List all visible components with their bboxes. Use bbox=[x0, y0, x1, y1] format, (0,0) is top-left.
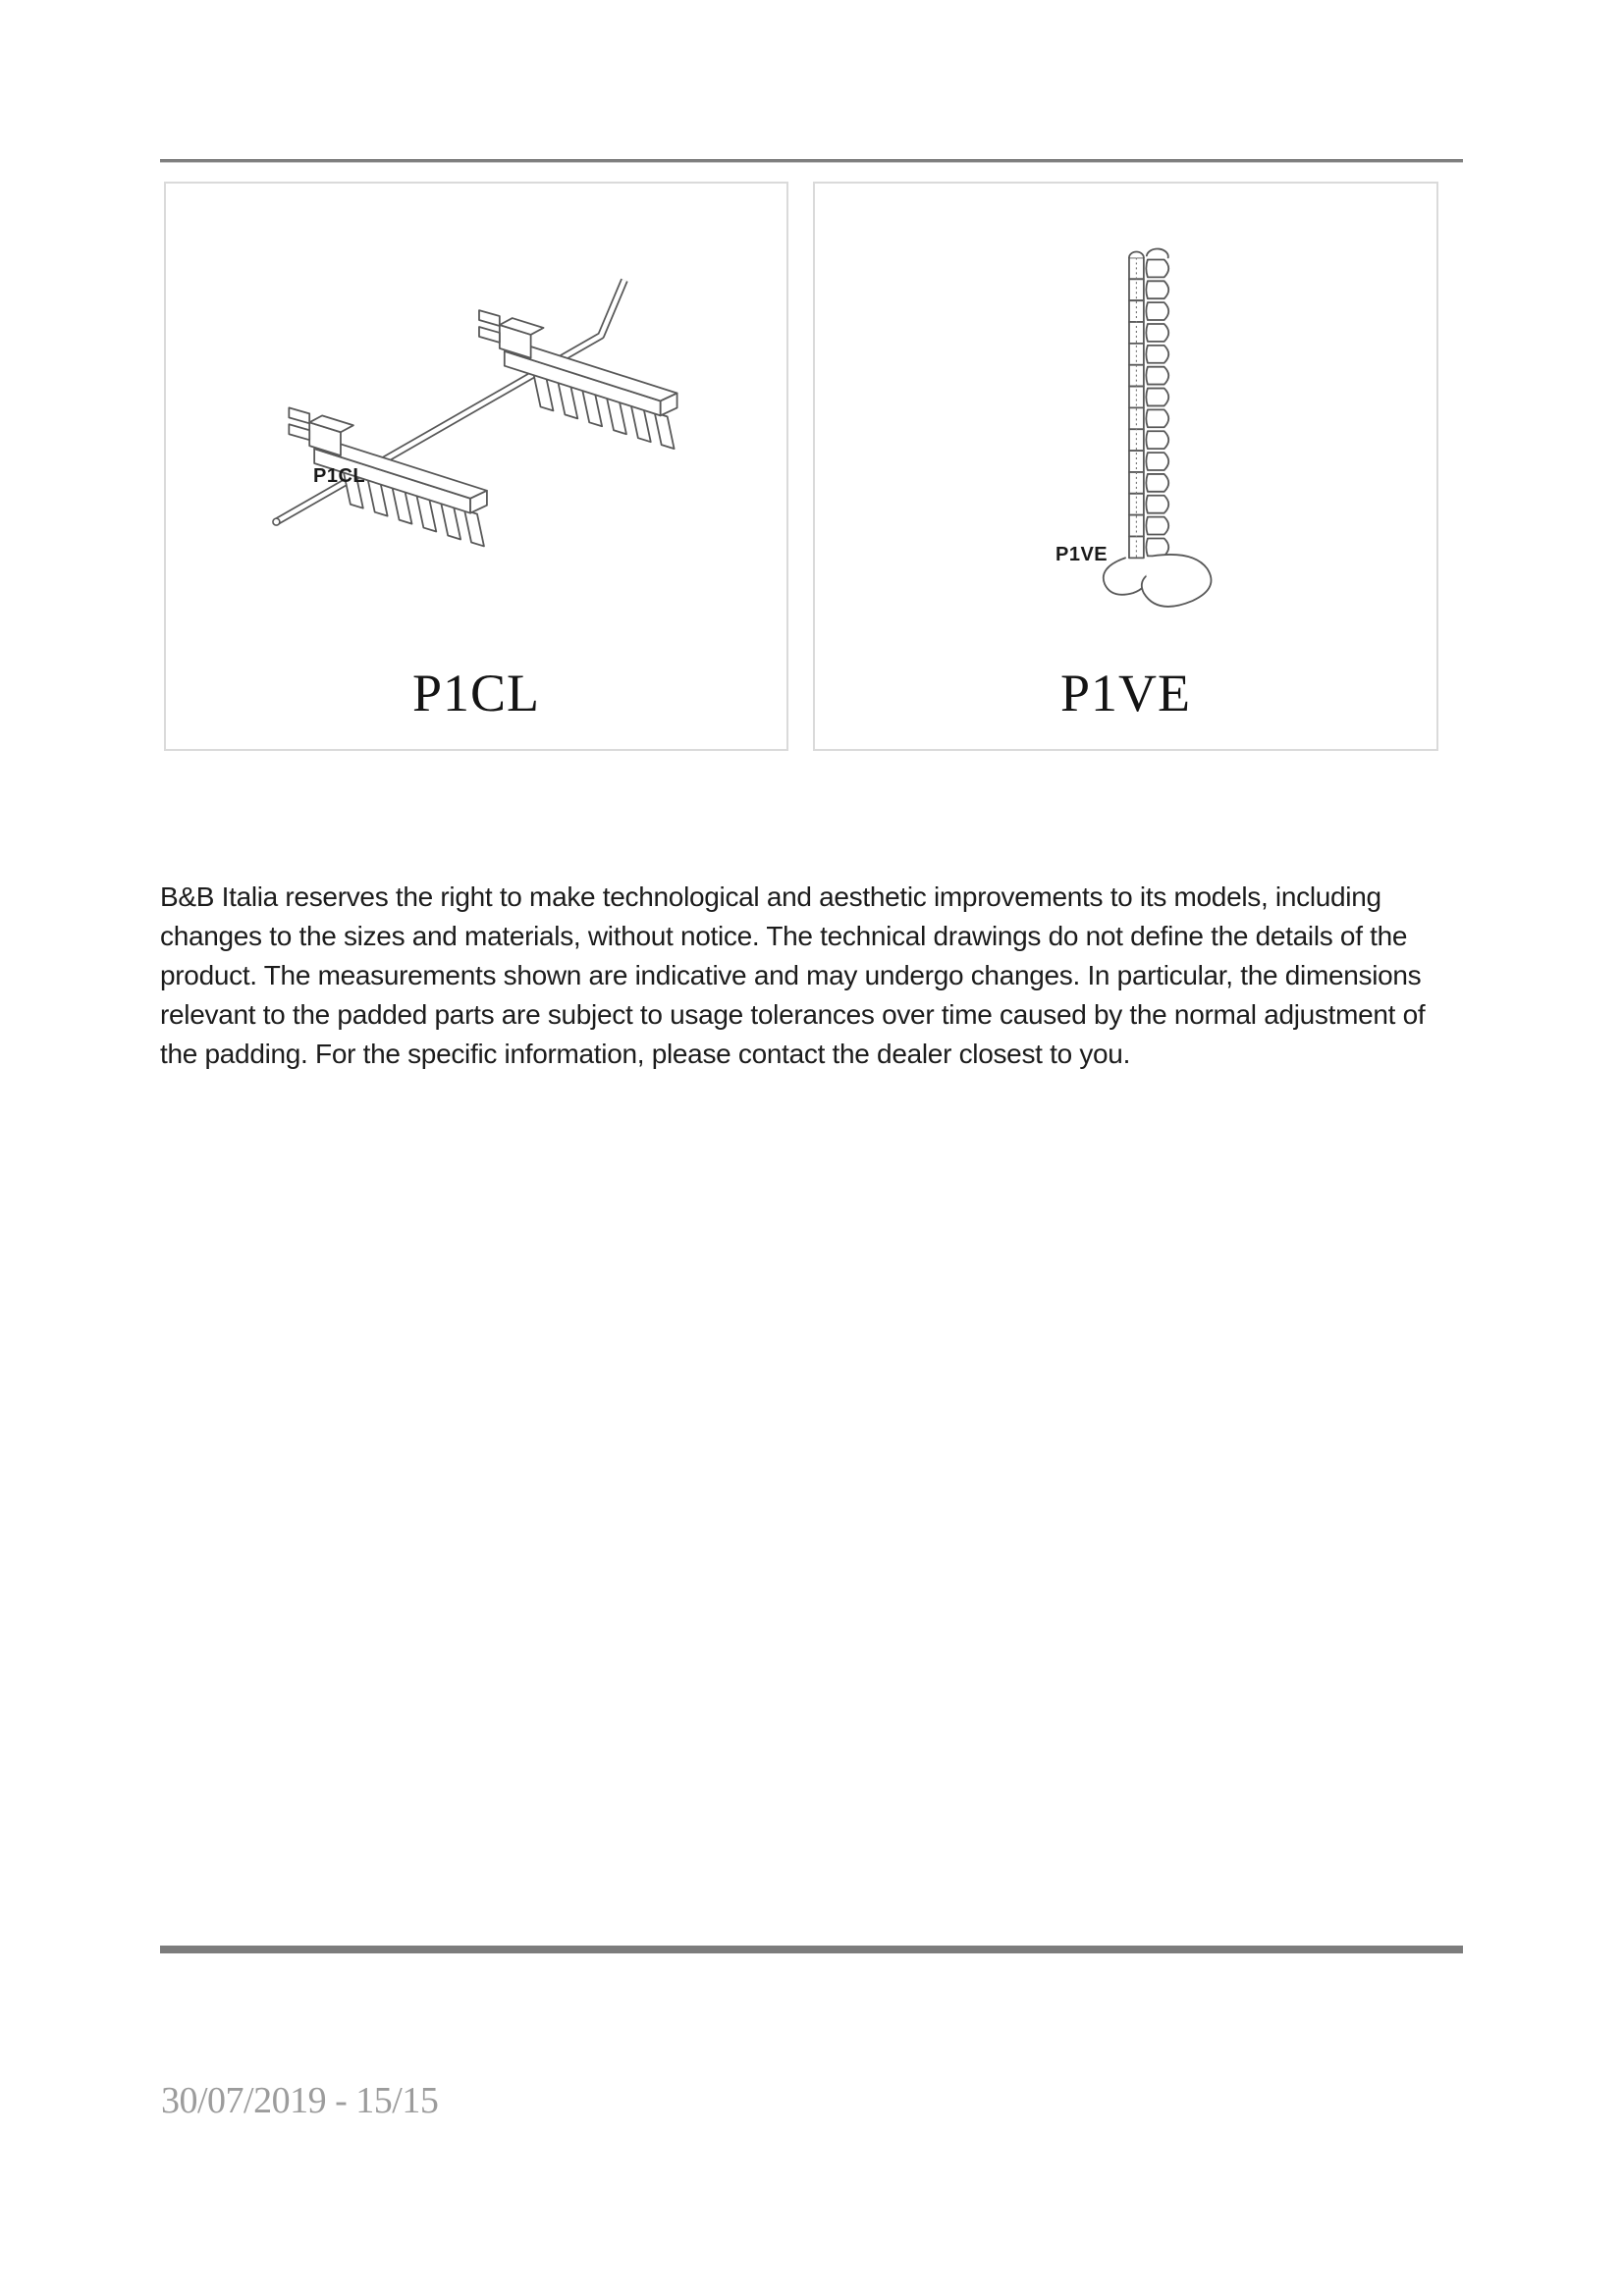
disclaimer-line: changes to the sizes and materials, without notice. The technical drawings do not define the details of the bbox=[160, 921, 1408, 951]
p1cl-caption: P1CL bbox=[411, 664, 541, 722]
disclaimer-line: B&B Italia reserves the right to make technological and aesthetic improvements to its models, including bbox=[160, 881, 1381, 912]
top-rule bbox=[160, 159, 1463, 163]
bottom-rule bbox=[160, 1946, 1463, 1953]
p1ve-drawing-label: P1VE bbox=[1055, 544, 1109, 565]
p1cl-drawing-label: P1CL bbox=[313, 465, 366, 487]
p1ve-caption: P1VE bbox=[1059, 664, 1191, 722]
disclaimer-line: product. The measurements shown are indicative and may undergo changes. In particular, the dimensions bbox=[160, 960, 1422, 990]
product-card-p1cl bbox=[164, 182, 788, 751]
product-card-p1ve bbox=[813, 182, 1438, 751]
footer-date-pagenumber: 30/07/2019 - 15/15 bbox=[161, 2080, 439, 2121]
disclaimer-line: relevant to the padded parts are subject to usage tolerances over time caused by the normal adjustment of bbox=[160, 999, 1426, 1030]
disclaimer-line: the padding. For the specific information, please contact the dealer closest to you. bbox=[160, 1039, 1131, 1069]
disclaimer-paragraph bbox=[160, 878, 1446, 1074]
